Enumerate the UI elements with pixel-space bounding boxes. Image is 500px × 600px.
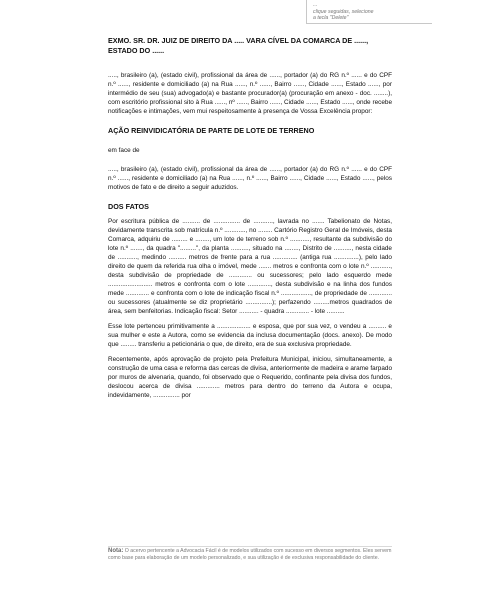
footer-text: O acervo pertencente a Advocacia Fácil é de modelos utilizados com sucesso em diversos segmentos. Eles servem como base para elaboração de um modelo personalizado, e sua utilização é de exclusiva responsabilidade do cliente. (108, 548, 392, 561)
facts-paragraph: Esse lote pertenceu primitivamente a ................... e esposa, que por sua vez, o vendeu a .......... e sua mulher e este a Autora, como se evidencia da inclusa documentação (docs. anexo). De modo que ......... transferiu a peticionária o que, de direito, era de sua exclusiva propriedade. (108, 323, 392, 349)
action-title: AÇÃO REINVIDICATÓRIA DE PARTE DE LOTE DE TERRENO (108, 126, 315, 136)
facts-title: DOS FATOS (108, 201, 149, 211)
tip-box (306, 0, 432, 24)
tip-line: clique seguidas, selecione (313, 8, 374, 15)
footer-divider (108, 546, 392, 547)
footer-note (108, 548, 392, 561)
heading-address: EXMO. SR. DR. JUIZ DE DIREITO DA ..... VARA CÍVEL DA COMARCA DE ......, (108, 36, 369, 45)
em-face-text: em face de (108, 146, 140, 154)
qualification-paragraph: ....., brasileiro (a), (estado civil), profissional da área de ......, portador (a) do RG n.º ...... e do CPF n.º ......, residente e domiciliado (a) na Rua ......, n.º ......, Bairro ......, Cidade ......, Estado ......, por intermédio de seu (sua) advogado(a) e bastante procurador(a) (procuração em anexo - doc. ........), com escritório profissional sito à Rua ......, nº ......, Bairro ......, Cidade ......, Estado ......, onde recebe notificações e intimações, vem mui respeitosamente à presença de Vossa Excelência propor: (108, 72, 392, 116)
heading-address-state: ESTADO DO ...... (108, 45, 165, 55)
facts-paragraph: Recentemente, após aprovação de projeto pela Prefeitura Municipal, iniciou, simultaneamente, a construção de uma casa e reforma das cercas de divisa, anteriormente de madeira e arame farpado por muros de alvenaria, quando, foi observado que o Requerido, confinante pela divisa dos fundos, deslocou acerca de divisa ............. metros para dentro do terreno da Autora e ocupa, indevidamente, ............... por (108, 356, 392, 400)
footer-label: Nota: (108, 548, 124, 554)
tip-line: a tecla "Delete" (313, 15, 349, 22)
defendant-paragraph: ....., brasileiro (a), (estado civil), profissional da área de ......, portador (a) do RG n.º ...... e do CPF n.º ......, residente e domiciliado (a) na Rua ......, n.º ......, Bairro ......, Cidade ......, Estado ......, pelos motivos de fato e de direito a seguir aduzidos. (108, 165, 392, 191)
document-body (108, 36, 392, 400)
facts-paragraph: Por escritura pública de .......... de ............... de ..........., lavrada no ....... Tabelionato de Notas, devidamente transcrita sob matrícula n.º ............, no ........ Cartório Registro Geral de Imóveis, desta Comarca, adquiriu de ......... e ........, um lote de terreno sob n.º ..........., resultante da subdivisão do lote n.º ......., da quadra ".........", da planta .........., situado na ........, Distrito de .........., nesta cidade de ..........., medindo .......... metros de frente para a rua .............. (antiga rua ..............), pelo lado direito de quem da referida rua olha o imóvel, mede ....... metros e confronta com o lote n.º ..........., desta subdivisão de propriedade de ............. ou sucessores; pelo lado esquerdo mede ......................... metros e confronta com o lote ............., desta subdivisão e na linha dos fundos mede ............. e confronta com o lote de indicação fiscal n.º ................., de propriedade de ............. ou sucessores (atualmente se diz proprietário ...............); perfazendo .........metros quadrados de área, sem benfeitorias. Indicação fiscal: Setor ........... - quadra ............. - lote .......... (108, 218, 392, 316)
tip-line: ... (313, 2, 318, 8)
